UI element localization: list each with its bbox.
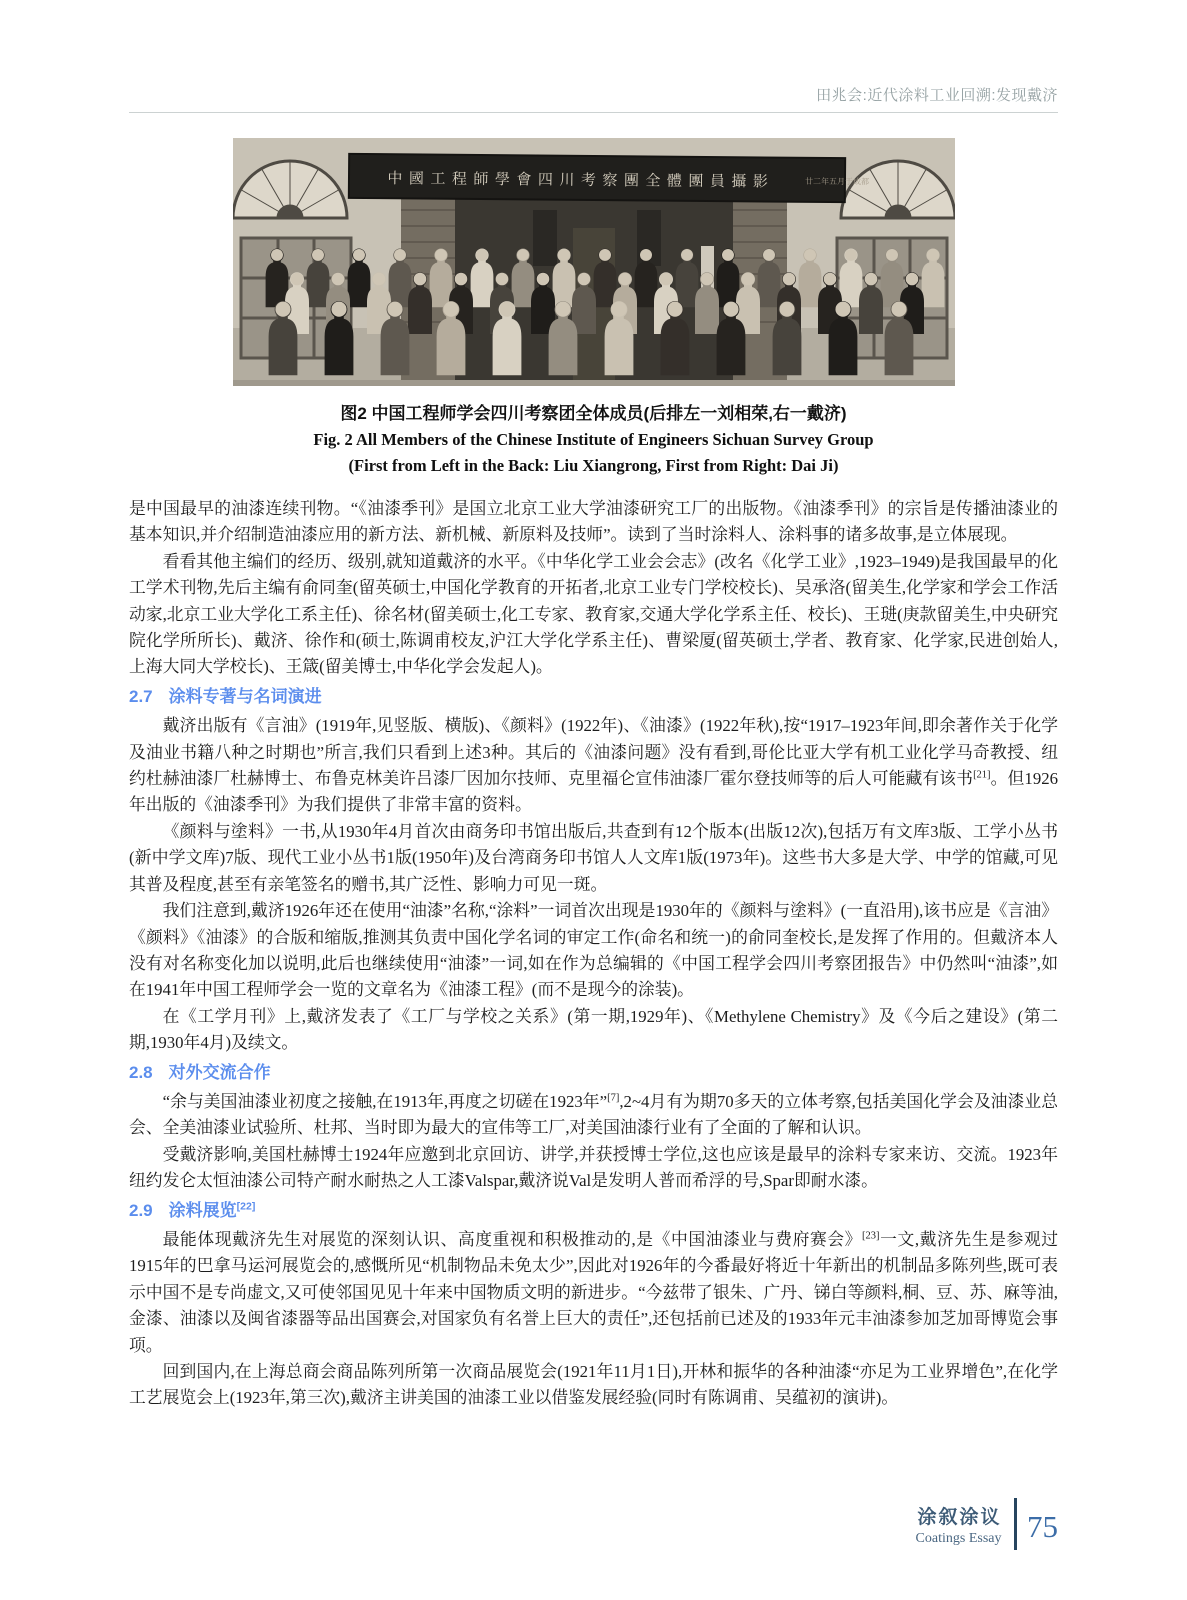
section-heading-2-8 bbox=[129, 1060, 1058, 1086]
section-heading-2-7 bbox=[129, 684, 1058, 710]
running-head: 田兆会:近代涂料工业回溯:发现戴济 bbox=[129, 0, 1058, 113]
section-title: 涂料展览 bbox=[168, 1200, 237, 1220]
section-title: 对外交流合作 bbox=[168, 1062, 271, 1082]
page-footer bbox=[916, 1498, 1058, 1550]
banner-date: 廿二年五月于成都 bbox=[804, 176, 869, 187]
article-body bbox=[129, 496, 1058, 1412]
paragraph-10: 回到国内,在上海总商会商品陈列所第一次商品展览会(1921年11月1日),开林和振华的各种油漆“亦足为工业界增色”,在化学工艺展览会上(1923年,第三次),戴济主讲美国的油漆工业以借鉴发展经验(同时有陈调甫、吴蕴初的演讲)。 bbox=[129, 1362, 1058, 1408]
group-photo bbox=[233, 138, 955, 386]
paragraph-9: 最能体现戴济先生对展览的深刻认识、高度重视和积极推动的,是《中国油漆业与费府赛会》[23]一文,戴济先生是参观过1915年的巴拿马运河展览会的,感慨所见“机制物品未免太少”,因此对1926年的今番最好将近十年新出的机制品多陈列些,既可表示中国不是专尚虚文,又可使邻国见见十年来中国物质文明的新进步。“今兹带了银朱、广丹、锑白等颜料,桐、豆、苏、麻等油,金漆、油漆以及闽省漆器等品出国赛会,对国家负有名誉上巨大的责任”,还包括前已述及的1933年元丰油漆参加芝加哥博览会事项。 bbox=[129, 1229, 1058, 1355]
section-heading-2-9 bbox=[129, 1198, 1058, 1224]
citation-22: [22] bbox=[236, 1199, 256, 1212]
paragraph-2: 看看其他主编们的经历、级别,就知道戴济的水平。《中华化学工业会会志》(改名《化学工业》,1923–1949)是我国最早的化工学术刊物,先后主编有俞同奎(留英硕士,中国化学教育的开拓者,北京工业专门学校校长)、吴承洛(留美生,化学家和学会工作活动家,北京工业大学化工系主任)、徐名材(留美硕士,化工专家、教育家,交通大学化学系主任、校长)、王琎(庚款留美生,中央研究院化学所所长)、戴济、徐作和(硕士,陈调甫校友,沪江大学化学系主任)、曹梁厦(留英硕士,学者、教育家、化学家,民进创始人,上海大同大学校长)、王箴(留美博士,中华化学会发起人)。 bbox=[129, 551, 1058, 677]
figure-caption bbox=[129, 399, 1058, 476]
paragraph-6: 在《工学月刊》上,戴济发表了《工厂与学校之关系》(第一期,1929年)、《Methylene Chemistry》及《今后之建设》(第二期,1930年4月)及续文。 bbox=[129, 1006, 1058, 1053]
paragraph-8: 受戴济影响,美国杜赫博士1924年应邀到北京回访、讲学,并获授博士学位,这也应该是最早的涂料专家来访、交流。1923年纽约发仑太恒油漆公司特产耐水耐热之人工漆Valspar,戴济说Val是发明人普而希浮的号,Spar即耐水漆。 bbox=[129, 1144, 1058, 1191]
footer-journal-cn: 涂叙涂议 bbox=[917, 1506, 1002, 1528]
journal-page bbox=[129, 0, 1058, 1412]
citation-7: [7] bbox=[607, 1092, 620, 1104]
figure-caption-en-1: Fig. 2 All Members of the Chinese Institute of Engineers Sichuan Survey Group bbox=[313, 430, 874, 449]
paragraph-4: 《颜料与塗料》一书,从1930年4月首次由商务印书馆出版后,共查到有12个版本(出版12次),包括万有文库3版、工学小丛书(新中学文库)7版、现代工业小丛书1版(1950年)及台湾商务印书馆人人文库1版(1973年)。这些书大多是大学、中学的馆藏,可见其普及程度,甚至有亲笔签名的赠书,其广泛性、影响力可见一斑。 bbox=[129, 821, 1058, 894]
section-number: 2.7 bbox=[129, 686, 153, 706]
section-number: 2.8 bbox=[129, 1062, 153, 1082]
page-number: 75 bbox=[1027, 1509, 1058, 1544]
citation-23: [23] bbox=[862, 1230, 880, 1242]
section-number: 2.9 bbox=[129, 1200, 153, 1220]
section-title: 涂料专著与名词演进 bbox=[168, 686, 322, 706]
footer-divider bbox=[1014, 1498, 1018, 1550]
figure-caption-en-2: (First from Left in the Back: Liu Xiangrong, First from Right: Dai Ji) bbox=[348, 456, 839, 475]
paragraph-7: “余与美国油漆业初度之接触,在1913年,再度之切磋在1923年”[7],2~4月有为期70多天的立体考察,包括美国化学会及油漆业总会、全美油漆业试验所、杜邦、当时即为最大的宣伟等工厂,对美国油漆行业有了全面的了解和认识。 bbox=[129, 1091, 1058, 1138]
photo-banner bbox=[348, 154, 868, 203]
citation-21: [21] bbox=[973, 769, 991, 781]
footer-journal-en: Coatings Essay bbox=[915, 1530, 1002, 1546]
figure-caption-cn: 图2 中国工程师学会四川考察团全体成员(后排左一刘相荣,右一戴济) bbox=[340, 404, 847, 423]
figure-2 bbox=[129, 138, 1058, 476]
paragraph-3: 戴济出版有《言油》(1919年,见竖版、横版)、《颜料》(1922年)、《油漆》(1922年秋),按“1917–1923年间,即余著作关于化学及油业书籍八种之时期也”所言,我们只看到上述3种。其后的《油漆问题》没有看到,哥伦比亚大学有机工业化学马奇教授、纽约杜赫油漆厂杜赫博士、布鲁克林美许吕漆厂因加尔技师、克里福仑宣伟油漆厂霍尔登技师等的后人可能藏有该书[21]。但1926年出版的《油漆季刊》为我们提供了非常丰富的资料。 bbox=[129, 716, 1058, 815]
banner-calligraphy: 中國工程師學會四川考察團全體團員攝影 bbox=[386, 171, 775, 191]
journal-names bbox=[916, 1502, 1002, 1547]
paragraph-5: 我们注意到,戴济1926年还在使用“油漆”名称,“涂料”一词首次出现是1930年的《颜料与塗料》(一直沿用),该书应是《言油》《颜料》《油漆》的合版和缩版,推测其负责中国化学名词的审定工作(命名和统一)的俞同奎校长,是发挥了作用的。但戴济本人没有对名称变化加以说明,此后也继续使用“油漆”一词,如在作为总编辑的《中国工程学会四川考察团报告》中仍然叫“油漆”,如在1941年中国工程师学会一览的文章名为《油漆工程》(而不是现今的涂装)。 bbox=[129, 901, 1058, 1000]
paragraph-1: 是中国最早的油漆连续刊物。“《油漆季刊》是国立北京工业大学油漆研究工厂的出版物。《油漆季刊》的宗旨是传播油漆业的基本知识,并介绍制造油漆应用的新方法、新机械、新原料及技师”。读到了当时涂料人、涂料事的诸多故事,是立体展现。 bbox=[129, 499, 1058, 545]
